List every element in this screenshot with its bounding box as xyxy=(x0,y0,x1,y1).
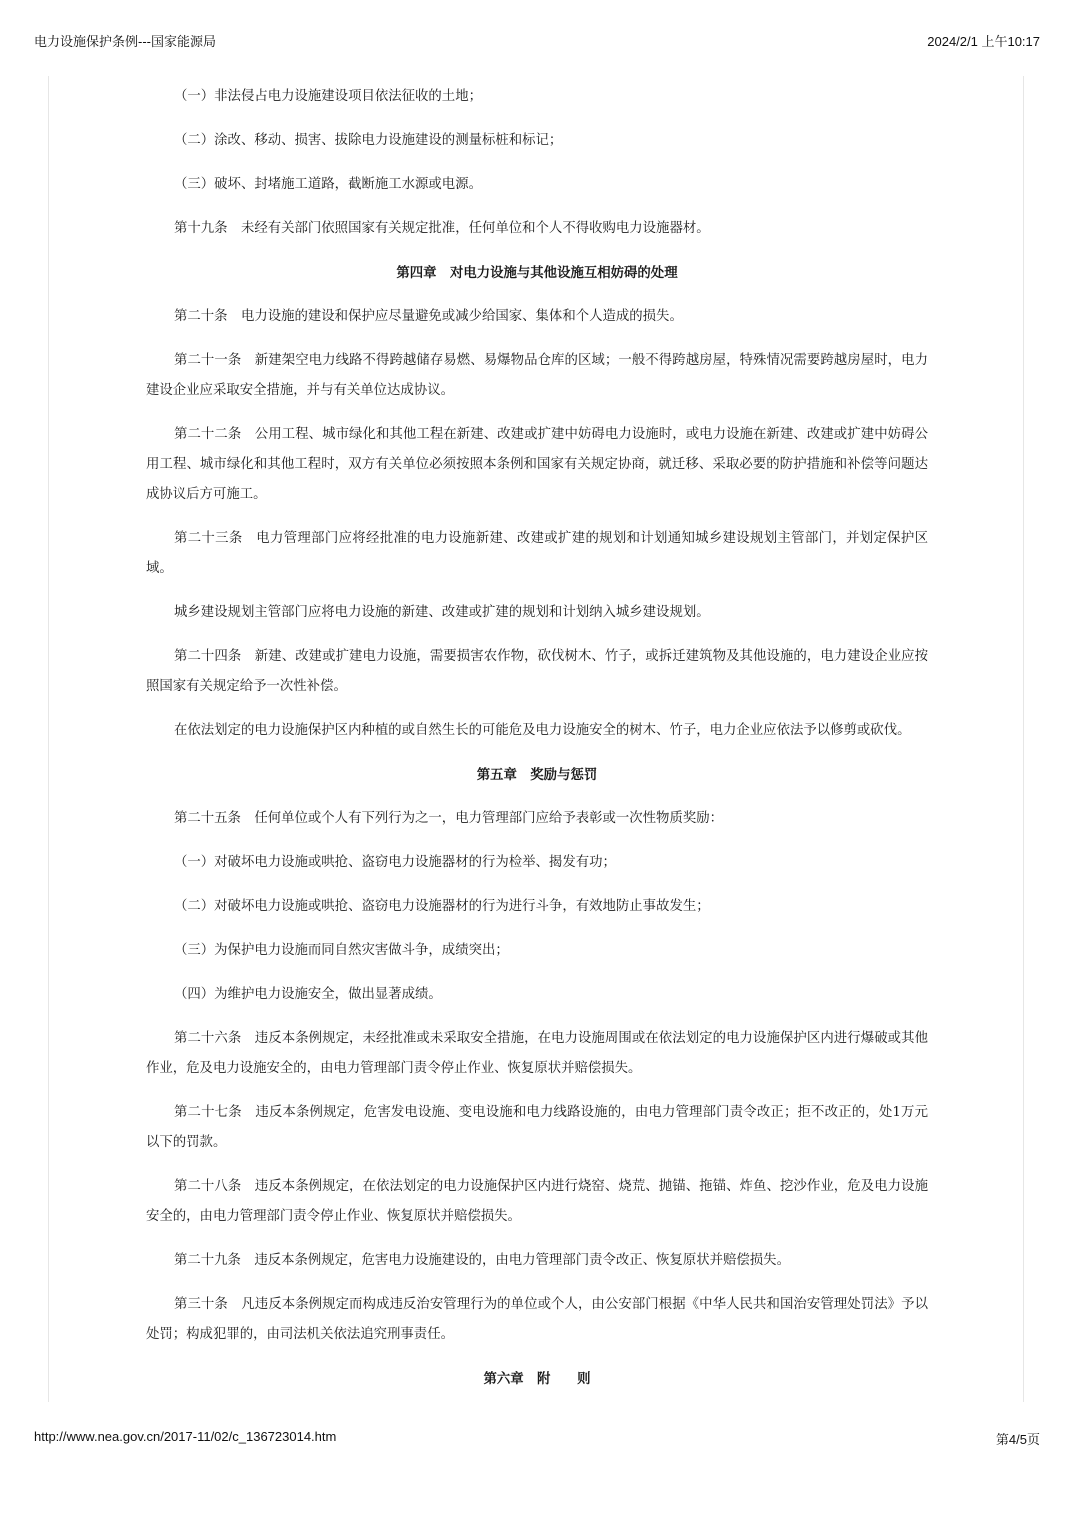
article-paragraph: 第二十三条 电力管理部门应将经批准的电力设施新建、改建或扩建的规划和计划通知城乡建设规划主管部门，并划定保护区域。 xyxy=(146,531,928,576)
article-paragraph: （二）对破坏电力设施或哄抢、盗窃电力设施器材的行为进行斗争，有效地防止事故发生； xyxy=(174,899,710,914)
chapter-heading: 第四章 对电力设施与其他设施互相妨碍的处理 xyxy=(396,265,678,281)
article-paragraph: 第二十二条 公用工程、城市绿化和其他工程在新建、改建或扩建中妨碍电力设施时，或电力设施在新建、改建或扩建中妨碍公用工程、城市绿化和其他工程时，双方有关单位必须按照本条例和国家有关规定协商，就迁移、采取必要的防护措施和补偿等问题达成协议后方可施工。 xyxy=(146,427,928,502)
article-paragraph: 第十九条 未经有关部门依照国家有关规定批准，任何单位和个人不得收购电力设施器材。 xyxy=(174,221,710,236)
article-paragraph: 城乡建设规划主管部门应将电力设施的新建、改建或扩建的规划和计划纳入城乡建设规划。 xyxy=(174,605,710,620)
print-datetime: 2024/2/1 上午10:17 xyxy=(927,34,1040,49)
chapter-heading: 第五章 奖励与惩罚 xyxy=(476,767,598,783)
article-paragraph: （三）为保护电力设施而同自然灾害做斗争，成绩突出； xyxy=(174,943,509,958)
article-paragraph: （一）对破坏电力设施或哄抢、盗窃电力设施器材的行为检举、揭发有功； xyxy=(174,855,616,870)
article-paragraph: 在依法划定的电力设施保护区内种植的或自然生长的可能危及电力设施安全的树木、竹子，电力企业应依法予以修剪或砍伐。 xyxy=(174,723,911,738)
article-paragraph: 第二十条 电力设施的建设和保护应尽量避免或减少给国家、集体和个人造成的损失。 xyxy=(174,309,683,324)
article-body xyxy=(146,82,928,1408)
article-paragraph: 第二十八条 违反本条例规定，在依法划定的电力设施保护区内进行烧窑、烧荒、抛锚、拖锚、炸鱼、挖沙作业，危及电力设施安全的，由电力管理部门责令停止作业、恢复原状并赔偿损失。 xyxy=(146,1179,928,1224)
page-title: 电力设施保护条例---国家能源局 xyxy=(34,34,216,49)
article-paragraph: 第二十六条 违反本条例规定，未经批准或未采取安全措施，在电力设施周围或在依法划定的电力设施保护区内进行爆破或其他作业，危及电力设施安全的，由电力管理部门责令停止作业、恢复原状并赔偿损失。 xyxy=(146,1031,928,1076)
article-paragraph: （一）非法侵占电力设施建设项目依法征收的土地； xyxy=(174,89,482,104)
print-header xyxy=(34,31,1040,50)
page-number: 第4/5页 xyxy=(995,1432,1040,1447)
page-url: http://www.nea.gov.cn/2017-11/02/c_136723014.htm xyxy=(34,1429,337,1444)
article-paragraph: 第二十四条 新建、改建或扩建电力设施，需要损害农作物，砍伐树木、竹子，或拆迁建筑物及其他设施的，电力建设企业应按照国家有关规定给予一次性补偿。 xyxy=(146,649,928,694)
article-paragraph: （二）涂改、移动、损害、拔除电力设施建设的测量标桩和标记； xyxy=(174,133,563,148)
print-footer xyxy=(34,1429,1040,1448)
article-paragraph: 第三十条 凡违反本条例规定而构成违反治安管理行为的单位或个人，由公安部门根据《中华人民共和国治安管理处罚法》予以处罚；构成犯罪的，由司法机关依法追究刑事责任。 xyxy=(146,1297,928,1342)
article-paragraph: 第二十七条 违反本条例规定，危害发电设施、变电设施和电力线路设施的，由电力管理部门责令改正；拒不改正的，处1万元以下的罚款。 xyxy=(146,1105,928,1150)
chapter-heading: 第六章 附 则 xyxy=(483,1371,591,1387)
article-paragraph: 第二十九条 违反本条例规定，危害电力设施建设的，由电力管理部门责令改正、恢复原状并赔偿损失。 xyxy=(174,1253,790,1268)
article-paragraph: 第二十五条 任何单位或个人有下列行为之一，电力管理部门应给予表彰或一次性物质奖励： xyxy=(174,811,724,826)
article-paragraph: 第二十一条 新建架空电力线路不得跨越储存易燃、易爆物品仓库的区域；一般不得跨越房屋，特殊情况需要跨越房屋时，电力建设企业应采取安全措施，并与有关单位达成协议。 xyxy=(146,353,928,398)
article-paragraph: （三）破坏、封堵施工道路，截断施工水源或电源。 xyxy=(174,177,482,192)
article-paragraph: （四）为维护电力设施安全，做出显著成绩。 xyxy=(174,987,442,1002)
